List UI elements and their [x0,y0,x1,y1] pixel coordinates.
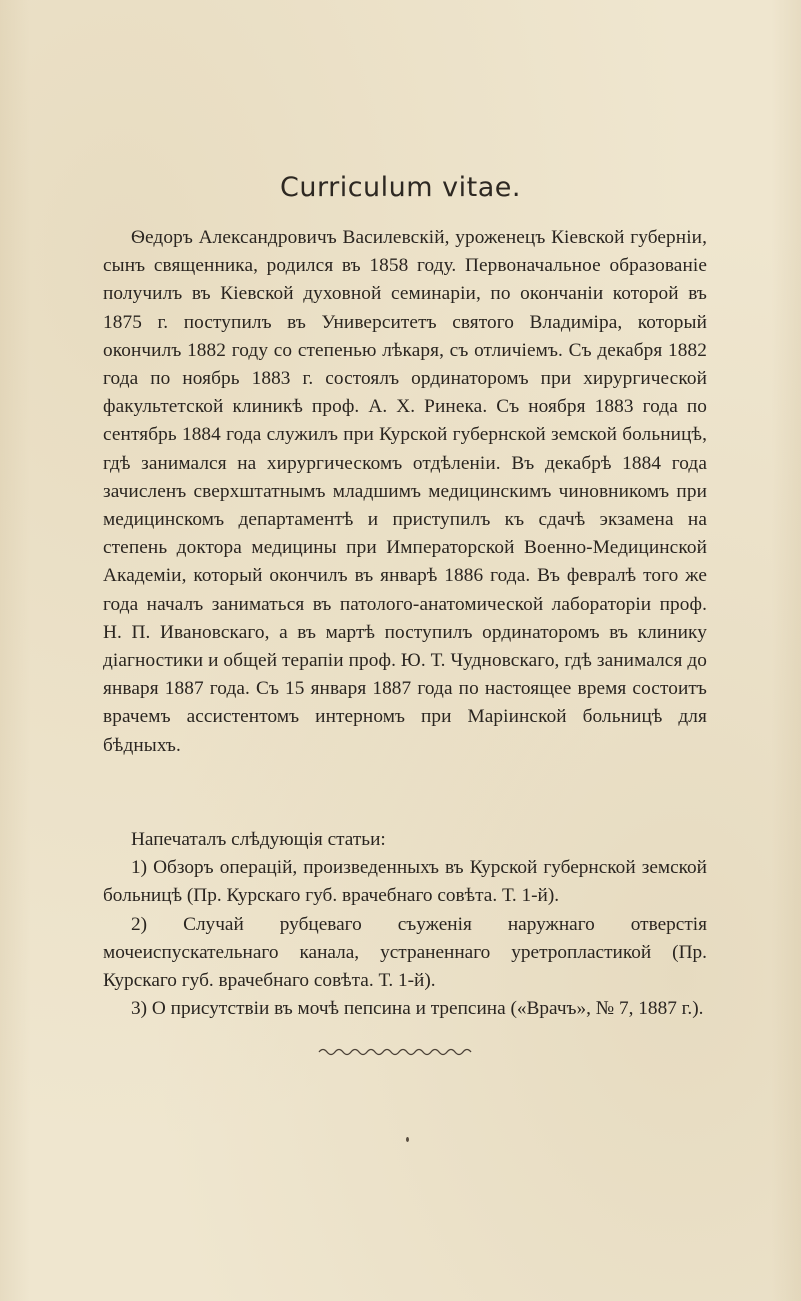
publications-intro: Напечаталъ слѣдующія статьи: [131,829,386,850]
paper-speck [406,1137,409,1142]
publication-item: 3) О присутствіи въ мочѣ пепсина и трепсина («Врачъ», № 7, 1887 г.). [131,998,704,1020]
publications-section [103,826,707,1023]
page-title: Curriculum vitae. [280,172,521,203]
decorative-wavy-rule [317,1046,473,1058]
biography-section [103,224,707,760]
publication-item: 1) Обзоръ операцій, произведенныхъ въ Курской губернской земской больницѣ (Пр. Курскаго губ. врачебнаго совѣта. Т. 1-й). [103,857,707,907]
biography-paragraph: Ѳедоръ Александровичъ Василевскій, уроженецъ Кіевской губерніи, сынъ священника, родился въ 1858 году. Первоначальное образованіе получилъ въ Кіевской духовной семинаріи, по окончаніи которой въ 1875 г. поступилъ въ Университетъ святого Владиміра, который окончилъ 1882 году со степенью лѣкаря, съ отличіемъ. Съ декабря 1882 года по ноябрь 1883 г. состоялъ ординаторомъ при хирургической факультетской клиникѣ проф. А. Х. Ринека. Съ ноября 1883 года по сентябрь 1884 года служилъ при Курской губернской земской больницѣ, гдѣ занимался на хирургическомъ отдѣленіи. Въ декабрѣ 1884 года зачисленъ сверхштатнымъ младшимъ медицинскимъ чиновникомъ при медицинскомъ департаментѣ и приступилъ къ сдачѣ экзамена на степень доктора медицины при Императорской Военно-Медицинской Академіи, который окончилъ въ январѣ 1886 года. Въ февралѣ того же года началъ заниматься въ патолого-анатомической лабораторіи проф. Н. П. Ивановскаго, а въ мартѣ поступилъ ординаторомъ въ клинику діагностики и общей терапіи проф. Ю. Т. Чудновскаго, гдѣ занимался до января 1887 года. Съ 15 января 1887 года по настоящее время состоитъ врачемъ ассистентомъ интерномъ при Маріинской больницѣ для бѣдныхъ. [103,227,707,756]
publications-list [103,854,707,1023]
publication-item: 2) Случай рубцеваго съуженія наружнаго отверстія мочеиспускательнаго канала, устраненнаго уретропластикой (Пр. Курскаго губ. врачебнаго совѣта. Т. 1-й). [103,913,707,992]
